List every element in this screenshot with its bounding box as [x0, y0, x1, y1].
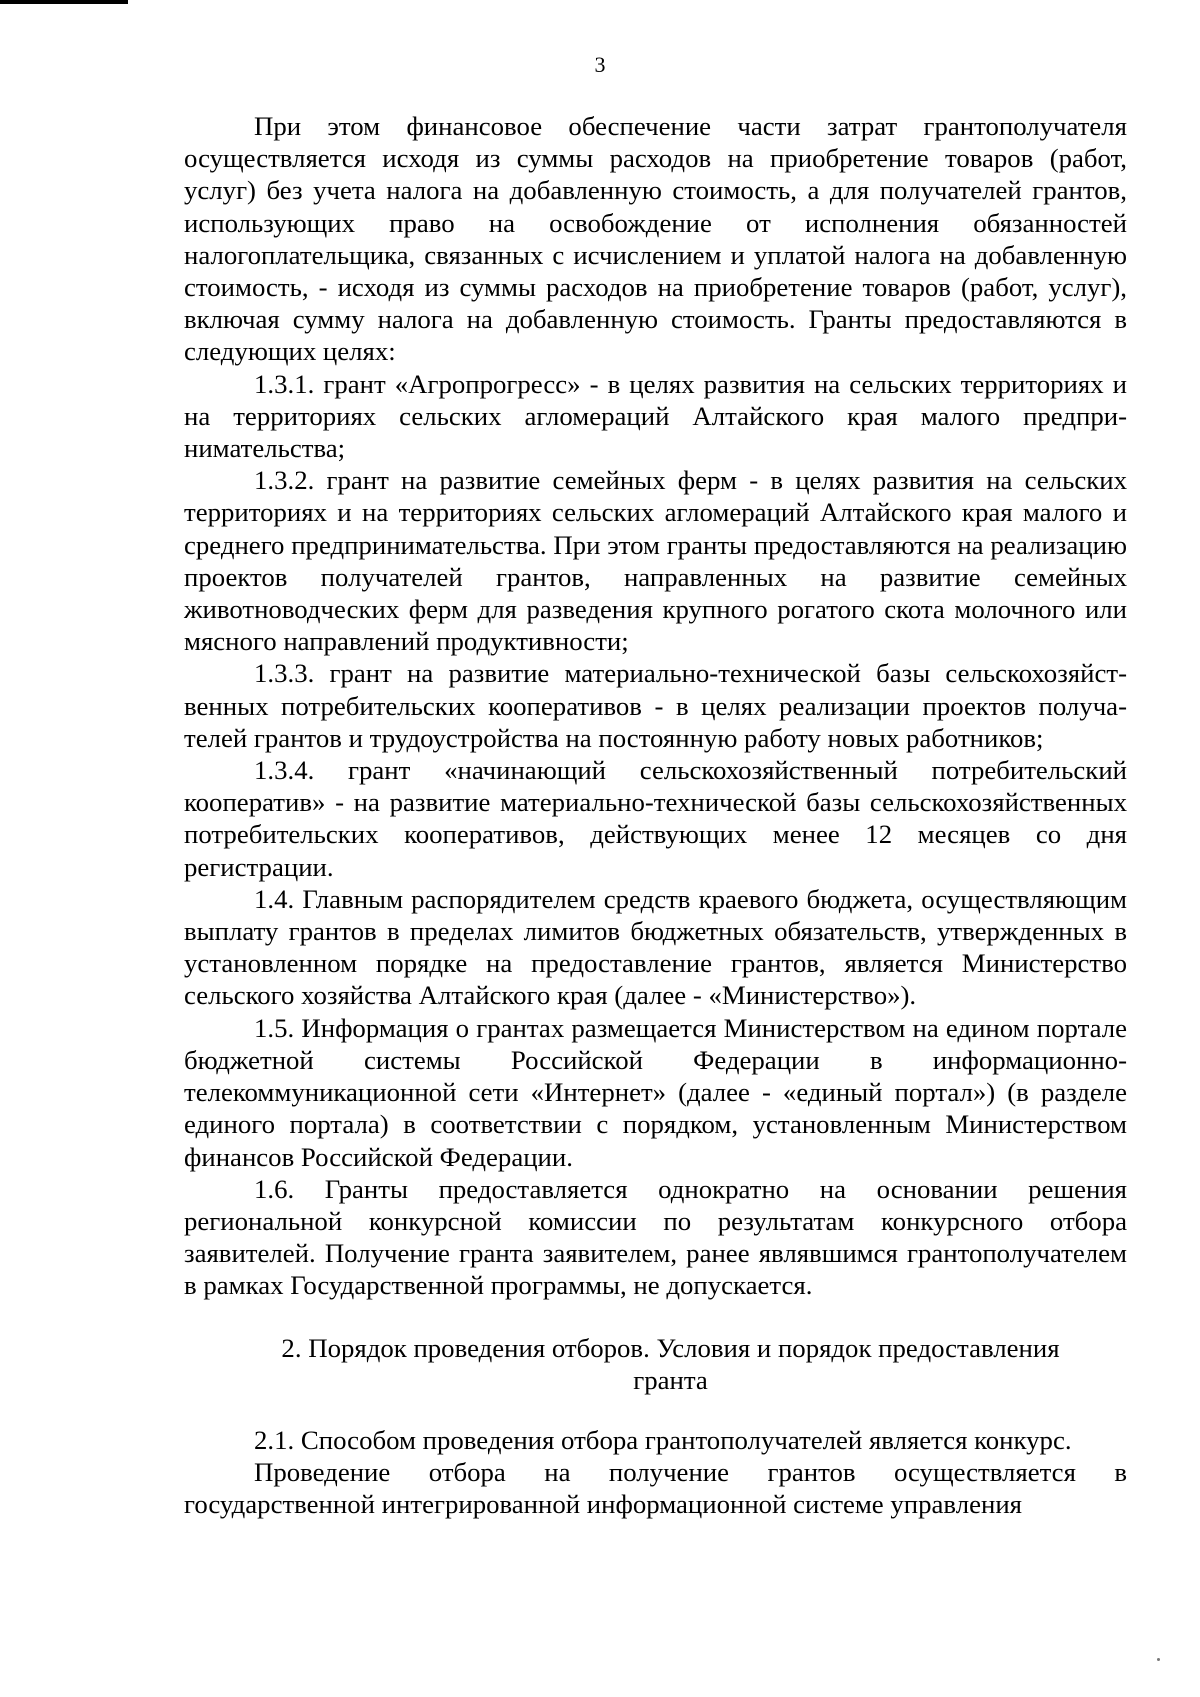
page-number: 3 [594, 52, 606, 77]
scan-edge-mark [0, 0, 128, 4]
scan-speck [1157, 1658, 1160, 1661]
paragraph-1-3-1: 1.3.1. грант «Агропрогресс» - в целях развития на сельских территориях и на территориях сельских агломераций Алтайского края малого предпринимательства; [184, 368, 1127, 464]
paragraph-1-5: 1.5. Информация о грантах размещается Министерством на едином портале бюджетной системы Российской Федерации в информационно-телекоммуникационной сети «Интернет» (далее - «единый портал») (в разделе единого портала) в соответствии с порядком, установленным Министерством финансов Российской Федерации. [184, 1012, 1127, 1172]
document-body [184, 110, 1127, 1521]
section-2-title: 2. Порядок проведения отборов. Условия и порядок предоставления гранта [281, 1332, 1060, 1395]
paragraph-1-4: 1.4. Главным распорядителем средств краевого бюджета, осуществляющим выплату грантов в пределах лимитов бюджетных обязательств, утвержденных в установленном порядке на предоставление грантов, является Министерство сельского хозяйства Алтайского края (далее - «Министерство»). [184, 883, 1127, 1011]
paragraph-1-3-2: 1.3.2. грант на развитие семейных ферм - в целях развития на сельских территориях и на территориях сельских агломераций Алтайского края малого и среднего предпринимательства. При этом гранты предоставляются на реализацию проектов получателей грантов, направленных на развитие семейных животноводческих ферм для разведения крупного рогатого скота молочного или мясного направлений продуктивности; [184, 465, 1127, 657]
paragraph-financing: При этом финансовое обеспечение части затрат грантополучателя осуществляется исходя из суммы расходов на приобретение товаров (работ, услуг) без учета налога на добавленную стоимость, а для получателей грантов, использующих право на освобождение от исполнения обязанностей налогоплательщика, связанных с исчислением и уплатой налога на добавленную стоимость, - исходя из суммы расходов на приобретение товаров (работ, услуг), включая сумму налога на добавленную стоимость. Гранты предоставляются в следующих целях: [184, 111, 1127, 367]
paragraph-2-1-selection: Проведение отбора на получение грантов осуществляется в государственной интегрированной информационной системе управления [184, 1457, 1127, 1520]
paragraph-1-3-3: 1.3.3. грант на развитие материально-технической базы сельскохозяйственных потребительских кооперативов - в целях реализации проектов получателей грантов и трудоустройства на постоянную работу новых работников; [184, 658, 1127, 753]
paragraph-1-6: 1.6. Гранты предоставляется однократно на основании решения региональной конкурсной комиссии по результатам конкурсного отбора заявителей. Получение гранта заявителем, ранее являвшимся грантополучателем в рамках Государственной программы, не допускается. [184, 1173, 1127, 1301]
paragraph-1-3-4: 1.3.4. грант «начинающий сельскохозяйственный потребительский кооператив» - на развитие материально-технической базы сельскохозяйственных потребительских кооперативов, действующих менее 12 месяцев со дня регистрации. [184, 755, 1127, 882]
paragraph-2-1: 2.1. Способом проведения отбора грантополучателей является конкурс. [254, 1424, 1072, 1455]
